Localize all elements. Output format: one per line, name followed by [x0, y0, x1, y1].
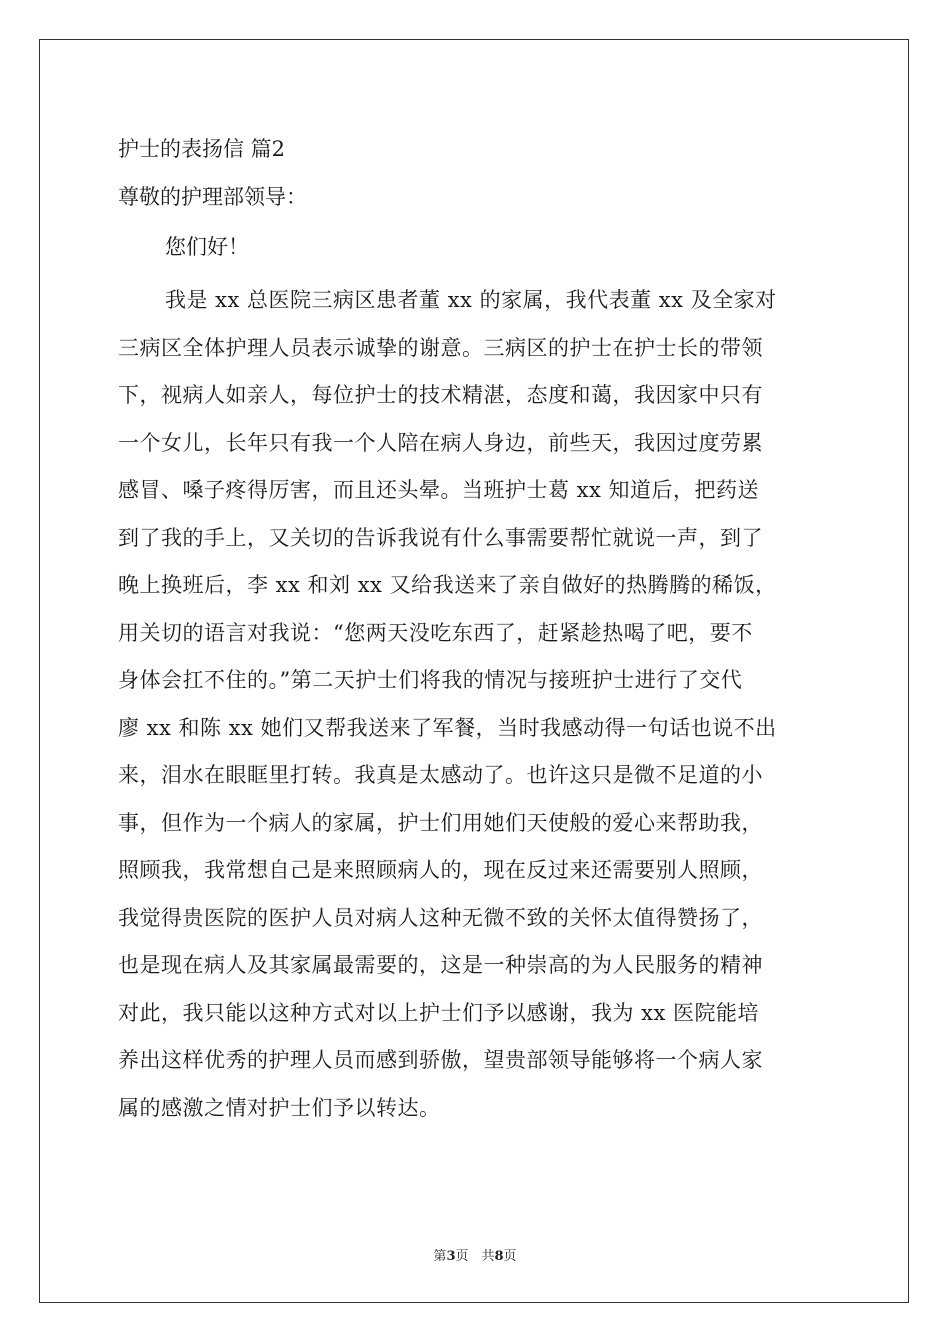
body-line: 感冒、嗓子疼得厉害，而且还头晕。当班护士葛 xx 知道后，把药送 — [118, 478, 760, 502]
body-line: 属的感激之情对护士们予以转达。 — [118, 1095, 441, 1120]
body-line: 身体会扛不住的。”第二天护士们将我的情况与接班护士进行了交代 — [118, 668, 743, 692]
body-line: 照顾我，我常想自己是来照顾病人的，现在反过来还需要别人照顾， — [118, 858, 763, 882]
greeting: 您们好！ — [165, 235, 249, 259]
body-line: 来，泪水在眼眶里打转。我真是太感动了。也许这只是微不足道的小 — [118, 763, 763, 787]
body-line: 到了我的手上，又关切的告诉我说有什么事需要帮忙就说一声，到了 — [118, 525, 763, 550]
body-line: 晚上换班后，李 xx 和刘 xx 又给我送来了亲自做好的热腾腾的稀饭， — [118, 573, 777, 597]
body-line: 廖 xx 和陈 xx 她们又帮我送来了军餐，当时我感动得一句话也说不出 — [118, 715, 777, 740]
salutation: 尊敬的护理部领导： — [118, 185, 307, 209]
letter-body — [118, 277, 836, 1132]
body-line: 三病区全体护理人员表示诚挚的谢意。三病区的护士在护士长的带领 — [118, 335, 763, 360]
body-line: 下，视病人如亲人，每位护士的技术精湛，态度和蔼，我因家中只有 — [118, 383, 763, 407]
page-mid: 页 共 — [455, 1249, 495, 1264]
page-total: 8 — [494, 1249, 504, 1264]
letter-title: 护士的表扬信 篇2 — [118, 137, 286, 161]
page-current: 3 — [446, 1249, 456, 1264]
body-line: 一个女儿，长年只有我一个人陪在病人身边，前些天，我因过度劳累 — [118, 430, 763, 455]
body-line: 我是 xx 总医院三病区患者董 xx 的家属，我代表董 xx 及全家对 — [165, 288, 777, 312]
body-line: 我觉得贵医院的医护人员对病人这种无微不致的关怀太值得赞扬了， — [118, 905, 763, 930]
page-prefix: 第 — [433, 1249, 447, 1264]
body-line: 也是现在病人及其家属最需要的，这是一种崇高的为人民服务的精神 — [118, 953, 763, 977]
body-line: 对此，我只能以这种方式对以上护士们予以感谢，我为 xx 医院能培 — [118, 1000, 760, 1025]
body-line: 用关切的语言对我说：“您两天没吃东西了，赶紧趁热喝了吧，要不 — [118, 620, 753, 645]
page-footer — [0, 1245, 950, 1264]
body-line: 事，但作为一个病人的家属，护士们用她们天使般的爱心来帮助我， — [118, 810, 763, 835]
body-line: 养出这样优秀的护理人员而感到骄傲，望贵部领导能够将一个病人家 — [118, 1048, 763, 1072]
page-suffix: 页 — [503, 1249, 517, 1264]
